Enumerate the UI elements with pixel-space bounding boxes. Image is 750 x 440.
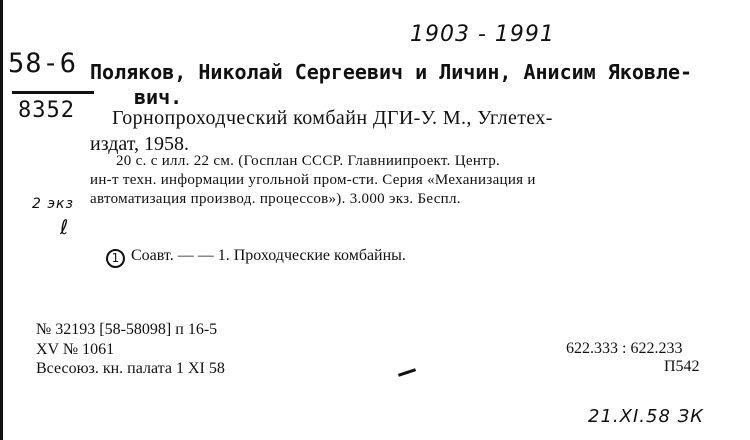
handwritten-stamp-date: 21.XI.58 ЗК	[588, 406, 704, 427]
footer-line-3: Всесоюз. кн. палата 1 XI 58	[36, 360, 225, 377]
title-line-1: Горнопроходческий комбайн ДГИ-У. М., Углетех-	[112, 107, 553, 129]
pen-stroke	[398, 368, 416, 376]
handwritten-copies-mark: 2 экз	[32, 196, 74, 212]
call-number-divider	[12, 91, 94, 94]
card-left-edge	[0, 0, 3, 440]
description-line-2: ин-т техн. информации угольной пром-сти. Серия «Механизация и	[90, 172, 536, 188]
tracing-circle-icon: 1	[106, 249, 125, 268]
tracing-text: Соавт. — — 1. Проходческие комбайны.	[131, 247, 406, 264]
author-line-2: вич.	[134, 85, 183, 109]
title-line-2: издат, 1958.	[90, 133, 190, 155]
handwritten-dates: 1903 - 1991	[410, 22, 555, 47]
author-line-1: Поляков, Николай Сергеевич и Личин, Анисим Яковле-	[90, 60, 693, 84]
description-line-3: автоматизация производ. процессов»). 3.000 экз. Беспл.	[90, 191, 461, 207]
udc-classification: 622.333 : 622.233	[566, 340, 683, 357]
description-line-1: 20 с. с илл. 22 см. (Госплан СССР. Главниипроект. Центр.	[116, 153, 501, 169]
footer-line-2: XV № 1061	[36, 341, 115, 358]
call-number-top: 58-6	[8, 48, 78, 79]
call-number-bottom: 8352	[18, 98, 75, 123]
shelf-code: П542	[664, 358, 700, 375]
tracing-line	[106, 247, 406, 268]
footer-line-1: № 32193 [58-58098] п 16-5	[36, 321, 218, 338]
handwritten-margin-mark: ℓ	[60, 215, 70, 239]
